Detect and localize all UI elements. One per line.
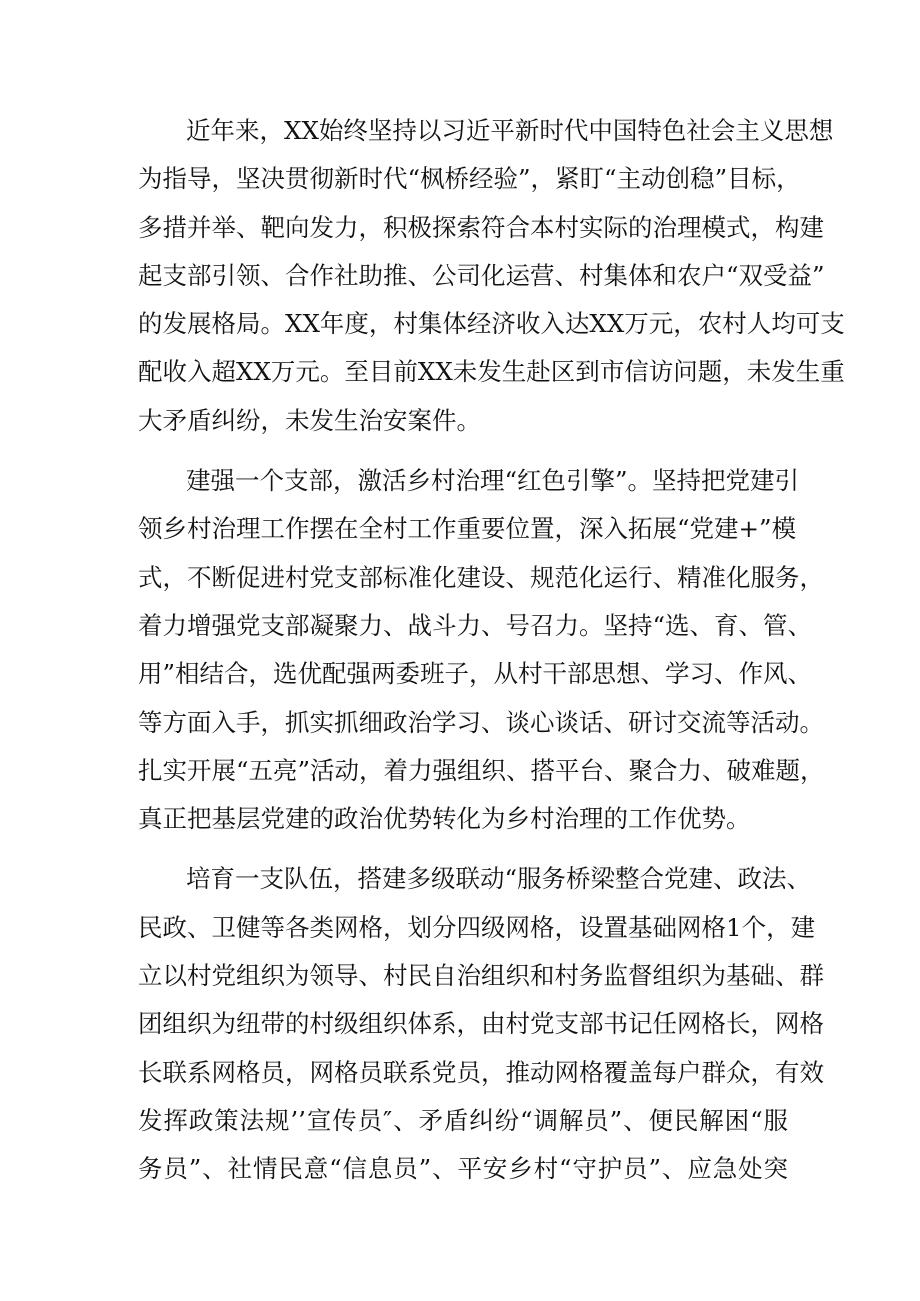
text-line: 长联系网格员，网格员联系党员，推动网格覆盖每户群众，有效 <box>138 1057 824 1087</box>
text-line: 的发展格局。XX年度，村集体经济收入达XX万元，农村人均可支 <box>138 309 845 339</box>
text-line: 领乡村治理工作摆在全村工作重要位置，深入拓展“党建+”模 <box>138 514 797 544</box>
text-line: 发挥政策法规’’宣传员″、矛盾纠纷“调解员”、便民解困“服 <box>138 1105 788 1135</box>
text-line: 建强一个支部，激活乡村治理“红色引擎”。坚持把党建引 <box>186 466 800 496</box>
text-line: 为指导，坚决贯彻新时代“枫桥经验”，紧盯“主动创稳”目标， <box>138 164 801 194</box>
text-line: 团组织为纽带的村级组织体系，由村党支部书记任网格长，网格 <box>138 1009 824 1039</box>
paragraph-party-branch <box>138 457 825 843</box>
text-line: 培育一支队伍，搭建多级联动“服务桥梁整合党建、政法、 <box>186 864 812 894</box>
paragraph-team-building <box>138 855 824 1193</box>
text-line: 等方面入手，抓实抓细政治学习、谈心谈话、研讨交流等活动。 <box>138 707 824 737</box>
text-line: 大矛盾纠纷，未发生治安案件。 <box>138 405 481 435</box>
text-line: 民政、卫健等各类网格，划分四级网格，设置基础网格1个，建 <box>138 912 816 942</box>
text-line: 用”相结合，选优配强两委班子，从村干部思想、学习、作风、 <box>138 659 813 689</box>
text-line: 近年来，XX始终坚持以习近平新时代中国特色社会主义思想 <box>186 116 834 145</box>
text-line: 起支部引领、合作社助推、公司化运营、村集体和农户“双受益” <box>138 260 825 290</box>
paragraph-overview <box>138 107 845 445</box>
text-line: 着力增强党支部凝聚力、战斗力、号召力。坚持“选、育、管、 <box>138 610 813 640</box>
text-line: 配收入超XX万元。至目前XX未发生赴区到市信访问题，未发生重 <box>138 357 845 387</box>
text-line: 真正把基层党建的政治优势转化为乡村治理的工作优势。 <box>138 804 751 834</box>
text-line: 多措并举、靶向发力，积极探索符合本村实际的治理模式，构建 <box>138 212 824 242</box>
text-line: 立以村党组织为领导、村民自治组织和村务监督组织为基础、群 <box>138 961 824 991</box>
text-line: 扎实开展“五亮”活动，着力强组织、搭平台、聚合力、破难题， <box>138 755 825 785</box>
text-line: 务员”、社情民意“信息员”、平安乡村“守护员”、应急处突 <box>138 1154 788 1184</box>
document-body <box>138 107 845 1194</box>
text-line: 式，不断促进村党支部标准化建设、规范化运行、精准化服务， <box>138 562 824 592</box>
